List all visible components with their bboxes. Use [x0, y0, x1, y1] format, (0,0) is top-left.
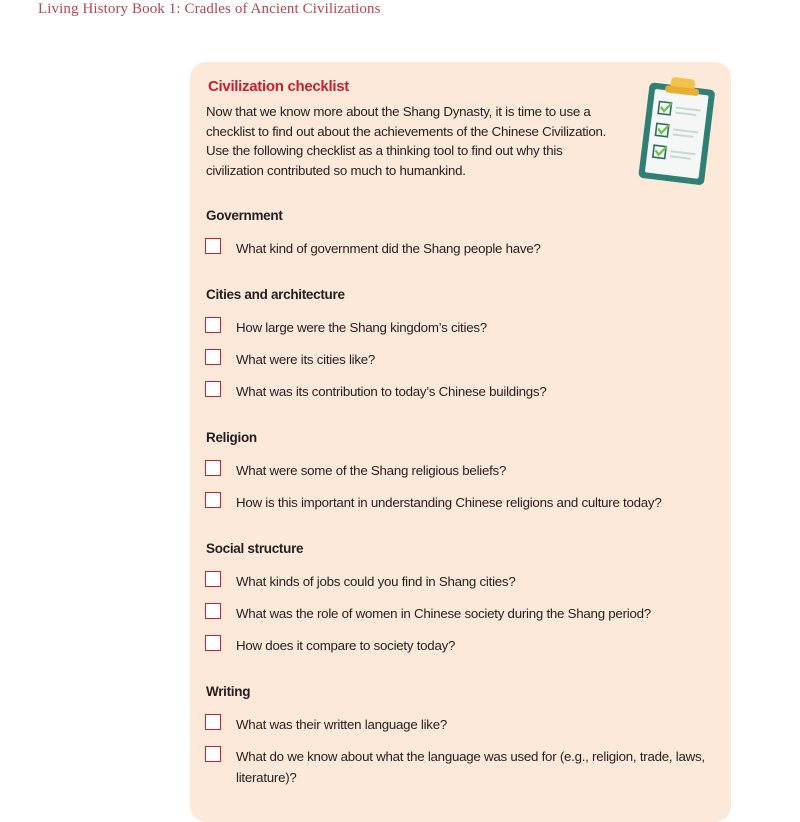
checkbox[interactable] — [205, 238, 221, 254]
section-heading-government: Government — [206, 208, 283, 223]
question-text: What was the role of women in Chinese society during the Shang period? — [236, 606, 651, 621]
checkbox[interactable] — [205, 460, 221, 476]
question-text: What kind of government did the Shang people have? — [236, 241, 541, 256]
clipboard-checklist-icon — [636, 72, 720, 192]
checkbox[interactable] — [205, 571, 221, 587]
question-text: What kinds of jobs could you find in Shang cities? — [236, 574, 516, 589]
section-heading-religion: Religion — [206, 430, 257, 445]
question-text: What was its contribution to today’s Chinese buildings? — [236, 384, 547, 399]
running-head: Living History Book 1: Cradles of Ancient Civilizations — [38, 1, 381, 17]
question-text: What do we know about what the language was used for (e.g., religion, trade, laws, literature)? — [236, 749, 705, 785]
section-heading-social-structure: Social structure — [206, 541, 304, 556]
panel-title: Civilization checklist — [208, 78, 349, 95]
checkbox[interactable] — [205, 603, 221, 619]
section-heading-cities: Cities and architecture — [206, 287, 345, 302]
checkbox[interactable] — [205, 714, 221, 730]
question-text: What were its cities like? — [236, 352, 376, 367]
question-text: What was their written language like? — [236, 717, 447, 732]
checkbox[interactable] — [205, 381, 221, 397]
question-text: How large were the Shang kingdom’s cities? — [236, 320, 487, 335]
question-text: What were some of the Shang religious beliefs? — [236, 463, 507, 478]
checkbox[interactable] — [205, 317, 221, 333]
question-text: How is this important in understanding Chinese religions and culture today? — [236, 495, 662, 510]
checkbox[interactable] — [205, 492, 221, 508]
intro-paragraph: Now that we know more about the Shang Dynasty, it is time to use a checklist to find out about the achievements of the Chinese Civilization. Use the following checklist as a thinking tool to find out why this civilization contributed so much to humankind. — [206, 104, 607, 178]
question-text: How does it compare to society today? — [236, 638, 456, 653]
checkbox[interactable] — [205, 635, 221, 651]
section-heading-writing: Writing — [206, 684, 251, 699]
checkbox[interactable] — [205, 746, 221, 762]
checkbox[interactable] — [205, 349, 221, 365]
